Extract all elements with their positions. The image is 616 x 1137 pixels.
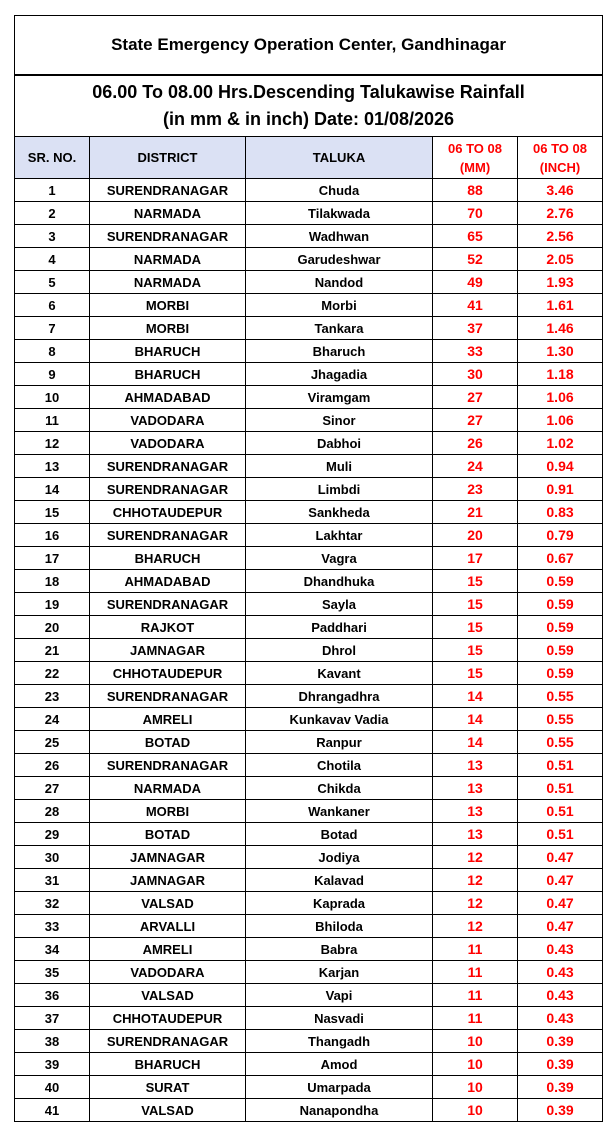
rainfall-inch-cell: 0.43 — [518, 938, 603, 961]
rainfall-mm-cell: 15 — [433, 639, 518, 662]
column-header-sr-no: SR. NO. — [15, 137, 90, 179]
table-row — [15, 915, 603, 938]
district-cell: SURENDRANAGAR — [90, 685, 246, 708]
sr-no-cell: 41 — [15, 1099, 90, 1122]
taluka-cell: Tilakwada — [246, 202, 433, 225]
rainfall-mm-cell: 13 — [433, 800, 518, 823]
sr-no-cell: 15 — [15, 501, 90, 524]
rainfall-inch-cell: 2.76 — [518, 202, 603, 225]
district-cell: VADODARA — [90, 961, 246, 984]
rainfall-inch-cell: 0.55 — [518, 685, 603, 708]
rainfall-inch-cell: 0.55 — [518, 708, 603, 731]
rainfall-mm-cell: 33 — [433, 340, 518, 363]
taluka-cell: Sayla — [246, 593, 433, 616]
rainfall-inch-cell: 0.39 — [518, 1076, 603, 1099]
rainfall-inch-cell: 0.51 — [518, 800, 603, 823]
table-row — [15, 317, 603, 340]
rainfall-inch-cell: 0.59 — [518, 570, 603, 593]
rainfall-mm-cell: 70 — [433, 202, 518, 225]
district-cell: RAJKOT — [90, 616, 246, 639]
taluka-cell: Wankaner — [246, 800, 433, 823]
sr-no-cell: 22 — [15, 662, 90, 685]
rainfall-inch-cell: 1.61 — [518, 294, 603, 317]
column-header-inch — [518, 137, 603, 179]
column-header-mm-line1: 06 TO 08 — [448, 140, 502, 156]
sr-no-cell: 12 — [15, 432, 90, 455]
rainfall-mm-cell: 27 — [433, 409, 518, 432]
table-row — [15, 386, 603, 409]
district-cell: SURENDRANAGAR — [90, 1030, 246, 1053]
sr-no-cell: 4 — [15, 248, 90, 271]
district-cell: SURENDRANAGAR — [90, 455, 246, 478]
rainfall-inch-cell: 0.47 — [518, 915, 603, 938]
rainfall-inch-cell: 0.47 — [518, 846, 603, 869]
sr-no-cell: 26 — [15, 754, 90, 777]
district-cell: AMRELI — [90, 938, 246, 961]
rainfall-inch-cell: 0.39 — [518, 1030, 603, 1053]
rainfall-inch-cell: 0.91 — [518, 478, 603, 501]
rainfall-mm-cell: 12 — [433, 892, 518, 915]
table-row — [15, 455, 603, 478]
rainfall-mm-cell: 15 — [433, 616, 518, 639]
sr-no-cell: 6 — [15, 294, 90, 317]
sr-no-cell: 17 — [15, 547, 90, 570]
rainfall-inch-cell: 0.43 — [518, 1007, 603, 1030]
rainfall-inch-cell: 0.39 — [518, 1099, 603, 1122]
table-row — [15, 248, 603, 271]
rainfall-mm-cell: 24 — [433, 455, 518, 478]
table-row — [15, 1007, 603, 1030]
sr-no-cell: 14 — [15, 478, 90, 501]
district-cell: SURENDRANAGAR — [90, 225, 246, 248]
rainfall-inch-cell: 3.46 — [518, 179, 603, 202]
table-row — [15, 823, 603, 846]
rainfall-inch-cell: 0.79 — [518, 524, 603, 547]
rainfall-inch-cell: 0.51 — [518, 777, 603, 800]
column-header-district: DISTRICT — [90, 137, 246, 179]
district-cell: BHARUCH — [90, 1053, 246, 1076]
district-cell: VADODARA — [90, 432, 246, 455]
rainfall-mm-cell: 88 — [433, 179, 518, 202]
rainfall-mm-cell: 20 — [433, 524, 518, 547]
sr-no-cell: 33 — [15, 915, 90, 938]
sr-no-cell: 32 — [15, 892, 90, 915]
rainfall-mm-cell: 30 — [433, 363, 518, 386]
rainfall-inch-cell: 1.06 — [518, 409, 603, 432]
district-cell: VALSAD — [90, 1099, 246, 1122]
sr-no-cell: 24 — [15, 708, 90, 731]
rainfall-report-table — [14, 15, 603, 1122]
rainfall-mm-cell: 13 — [433, 777, 518, 800]
report-subtitle — [15, 75, 603, 137]
sr-no-cell: 38 — [15, 1030, 90, 1053]
rainfall-mm-cell: 11 — [433, 984, 518, 1007]
sr-no-cell: 13 — [15, 455, 90, 478]
district-cell: AMRELI — [90, 708, 246, 731]
district-cell: CHHOTAUDEPUR — [90, 662, 246, 685]
district-cell: BHARUCH — [90, 363, 246, 386]
district-cell: MORBI — [90, 317, 246, 340]
table-row — [15, 708, 603, 731]
rainfall-inch-cell: 1.46 — [518, 317, 603, 340]
taluka-cell: Dabhoi — [246, 432, 433, 455]
table-row — [15, 846, 603, 869]
district-cell: NARMADA — [90, 202, 246, 225]
sr-no-cell: 21 — [15, 639, 90, 662]
sr-no-cell: 2 — [15, 202, 90, 225]
rainfall-mm-cell: 12 — [433, 915, 518, 938]
district-cell: MORBI — [90, 800, 246, 823]
rainfall-inch-cell: 1.18 — [518, 363, 603, 386]
district-cell: BHARUCH — [90, 547, 246, 570]
rainfall-inch-cell: 2.56 — [518, 225, 603, 248]
table-row — [15, 800, 603, 823]
rainfall-mm-cell: 27 — [433, 386, 518, 409]
table-row — [15, 501, 603, 524]
sr-no-cell: 20 — [15, 616, 90, 639]
sr-no-cell: 18 — [15, 570, 90, 593]
sr-no-cell: 16 — [15, 524, 90, 547]
taluka-cell: Kaprada — [246, 892, 433, 915]
table-row — [15, 432, 603, 455]
district-cell: SURENDRANAGAR — [90, 524, 246, 547]
district-cell: SURAT — [90, 1076, 246, 1099]
rainfall-inch-cell: 0.43 — [518, 984, 603, 1007]
taluka-cell: Dhrangadhra — [246, 685, 433, 708]
table-row — [15, 777, 603, 800]
table-row — [15, 271, 603, 294]
rainfall-inch-cell: 0.43 — [518, 961, 603, 984]
district-cell: VALSAD — [90, 892, 246, 915]
rainfall-mm-cell: 26 — [433, 432, 518, 455]
district-cell: BOTAD — [90, 731, 246, 754]
sr-no-cell: 31 — [15, 869, 90, 892]
rainfall-mm-cell: 10 — [433, 1076, 518, 1099]
sr-no-cell: 25 — [15, 731, 90, 754]
rainfall-inch-cell: 0.59 — [518, 639, 603, 662]
district-cell: SURENDRANAGAR — [90, 179, 246, 202]
taluka-cell: Jhagadia — [246, 363, 433, 386]
table-row — [15, 1030, 603, 1053]
taluka-cell: Ranpur — [246, 731, 433, 754]
rainfall-mm-cell: 10 — [433, 1053, 518, 1076]
column-header-inch-line2: (INCH) — [539, 159, 581, 175]
rainfall-mm-cell: 12 — [433, 869, 518, 892]
district-cell: NARMADA — [90, 248, 246, 271]
taluka-cell: Vapi — [246, 984, 433, 1007]
rainfall-mm-cell: 11 — [433, 938, 518, 961]
sr-no-cell: 40 — [15, 1076, 90, 1099]
table-row — [15, 662, 603, 685]
district-cell: SURENDRANAGAR — [90, 754, 246, 777]
rainfall-inch-cell: 0.59 — [518, 662, 603, 685]
report-title: State Emergency Operation Center, Gandhinagar — [15, 16, 603, 76]
taluka-cell: Amod — [246, 1053, 433, 1076]
table-row — [15, 294, 603, 317]
district-cell: JAMNAGAR — [90, 639, 246, 662]
table-row — [15, 869, 603, 892]
sr-no-cell: 36 — [15, 984, 90, 1007]
table-row — [15, 524, 603, 547]
rainfall-mm-cell: 21 — [433, 501, 518, 524]
rainfall-mm-cell: 12 — [433, 846, 518, 869]
taluka-cell: Chuda — [246, 179, 433, 202]
rainfall-inch-cell: 0.51 — [518, 823, 603, 846]
taluka-cell: Vagra — [246, 547, 433, 570]
sr-no-cell: 5 — [15, 271, 90, 294]
rainfall-inch-cell: 0.83 — [518, 501, 603, 524]
table-row — [15, 1099, 603, 1122]
rainfall-mm-cell: 65 — [433, 225, 518, 248]
column-header-mm — [433, 137, 518, 179]
sr-no-cell: 37 — [15, 1007, 90, 1030]
rainfall-mm-cell: 10 — [433, 1030, 518, 1053]
district-cell: BHARUCH — [90, 340, 246, 363]
rainfall-mm-cell: 15 — [433, 570, 518, 593]
taluka-cell: Kunkavav Vadia — [246, 708, 433, 731]
rainfall-mm-cell: 37 — [433, 317, 518, 340]
column-header-row — [15, 137, 603, 179]
taluka-cell: Babra — [246, 938, 433, 961]
table-row — [15, 202, 603, 225]
table-row — [15, 547, 603, 570]
sr-no-cell: 35 — [15, 961, 90, 984]
district-cell: VALSAD — [90, 984, 246, 1007]
rainfall-inch-cell: 1.02 — [518, 432, 603, 455]
taluka-cell: Chotila — [246, 754, 433, 777]
taluka-cell: Nasvadi — [246, 1007, 433, 1030]
sr-no-cell: 11 — [15, 409, 90, 432]
rainfall-inch-cell: 0.67 — [518, 547, 603, 570]
district-cell: NARMADA — [90, 271, 246, 294]
taluka-cell: Sinor — [246, 409, 433, 432]
taluka-cell: Paddhari — [246, 616, 433, 639]
table-row — [15, 363, 603, 386]
rainfall-mm-cell: 41 — [433, 294, 518, 317]
table-row — [15, 984, 603, 1007]
taluka-cell: Thangadh — [246, 1030, 433, 1053]
table-row — [15, 1053, 603, 1076]
taluka-cell: Sankheda — [246, 501, 433, 524]
rainfall-mm-cell: 11 — [433, 961, 518, 984]
sr-no-cell: 27 — [15, 777, 90, 800]
rainfall-inch-cell: 0.47 — [518, 892, 603, 915]
sr-no-cell: 9 — [15, 363, 90, 386]
rainfall-mm-cell: 52 — [433, 248, 518, 271]
taluka-cell: Wadhwan — [246, 225, 433, 248]
taluka-cell: Umarpada — [246, 1076, 433, 1099]
district-cell: CHHOTAUDEPUR — [90, 1007, 246, 1030]
taluka-cell: Chikda — [246, 777, 433, 800]
sr-no-cell: 28 — [15, 800, 90, 823]
district-cell: NARMADA — [90, 777, 246, 800]
rainfall-inch-cell: 0.55 — [518, 731, 603, 754]
district-cell: JAMNAGAR — [90, 846, 246, 869]
taluka-cell: Kavant — [246, 662, 433, 685]
table-row — [15, 639, 603, 662]
table-row — [15, 892, 603, 915]
district-cell: MORBI — [90, 294, 246, 317]
rainfall-inch-cell: 0.59 — [518, 616, 603, 639]
taluka-cell: Nanapondha — [246, 1099, 433, 1122]
table-row — [15, 685, 603, 708]
taluka-cell: Morbi — [246, 294, 433, 317]
rainfall-mm-cell: 14 — [433, 731, 518, 754]
district-cell: VADODARA — [90, 409, 246, 432]
table-row — [15, 478, 603, 501]
taluka-cell: Dhrol — [246, 639, 433, 662]
rainfall-inch-cell: 0.47 — [518, 869, 603, 892]
table-row — [15, 938, 603, 961]
taluka-cell: Bharuch — [246, 340, 433, 363]
sr-no-cell: 3 — [15, 225, 90, 248]
rainfall-mm-cell: 23 — [433, 478, 518, 501]
taluka-cell: Garudeshwar — [246, 248, 433, 271]
taluka-cell: Karjan — [246, 961, 433, 984]
report-subtitle-line2: (in mm & in inch) Date: 01/08/2026 — [162, 109, 455, 129]
sr-no-cell: 39 — [15, 1053, 90, 1076]
rainfall-mm-cell: 13 — [433, 754, 518, 777]
rainfall-mm-cell: 14 — [433, 685, 518, 708]
taluka-cell: Viramgam — [246, 386, 433, 409]
taluka-cell: Bhiloda — [246, 915, 433, 938]
sr-no-cell: 10 — [15, 386, 90, 409]
sr-no-cell: 34 — [15, 938, 90, 961]
rainfall-mm-cell: 11 — [433, 1007, 518, 1030]
rainfall-inch-cell: 1.30 — [518, 340, 603, 363]
table-row — [15, 340, 603, 363]
table-row — [15, 225, 603, 248]
taluka-cell: Limbdi — [246, 478, 433, 501]
column-header-inch-line1: 06 TO 08 — [533, 140, 587, 156]
table-row — [15, 593, 603, 616]
district-cell: ARVALLI — [90, 915, 246, 938]
sr-no-cell: 29 — [15, 823, 90, 846]
district-cell: AHMADABAD — [90, 386, 246, 409]
district-cell: BOTAD — [90, 823, 246, 846]
sr-no-cell: 7 — [15, 317, 90, 340]
taluka-cell: Tankara — [246, 317, 433, 340]
rainfall-mm-cell: 15 — [433, 593, 518, 616]
rainfall-mm-cell: 17 — [433, 547, 518, 570]
rainfall-inch-cell: 0.39 — [518, 1053, 603, 1076]
rainfall-inch-cell: 0.59 — [518, 593, 603, 616]
rainfall-inch-cell: 1.06 — [518, 386, 603, 409]
district-cell: SURENDRANAGAR — [90, 478, 246, 501]
taluka-cell: Jodiya — [246, 846, 433, 869]
district-cell: AHMADABAD — [90, 570, 246, 593]
rainfall-inch-cell: 0.51 — [518, 754, 603, 777]
rainfall-mm-cell: 14 — [433, 708, 518, 731]
sr-no-cell: 8 — [15, 340, 90, 363]
rainfall-inch-cell: 2.05 — [518, 248, 603, 271]
taluka-cell: Botad — [246, 823, 433, 846]
table-row — [15, 570, 603, 593]
taluka-cell: Kalavad — [246, 869, 433, 892]
rainfall-inch-cell: 0.94 — [518, 455, 603, 478]
column-header-mm-line2: (MM) — [459, 159, 491, 175]
district-cell: SURENDRANAGAR — [90, 593, 246, 616]
sr-no-cell: 30 — [15, 846, 90, 869]
rainfall-mm-cell: 10 — [433, 1099, 518, 1122]
table-row — [15, 179, 603, 202]
column-header-taluka: TALUKA — [246, 137, 433, 179]
sr-no-cell: 23 — [15, 685, 90, 708]
district-cell: JAMNAGAR — [90, 869, 246, 892]
report-subtitle-line1: 06.00 To 08.00 Hrs.Descending Talukawise Rainfall — [92, 82, 525, 102]
rainfall-inch-cell: 1.93 — [518, 271, 603, 294]
table-row — [15, 409, 603, 432]
table-row — [15, 754, 603, 777]
rainfall-mm-cell: 49 — [433, 271, 518, 294]
taluka-cell: Lakhtar — [246, 524, 433, 547]
taluka-cell: Dhandhuka — [246, 570, 433, 593]
rainfall-mm-cell: 15 — [433, 662, 518, 685]
table-row — [15, 961, 603, 984]
table-row — [15, 731, 603, 754]
sr-no-cell: 1 — [15, 179, 90, 202]
taluka-cell: Nandod — [246, 271, 433, 294]
table-row — [15, 616, 603, 639]
sr-no-cell: 19 — [15, 593, 90, 616]
district-cell: CHHOTAUDEPUR — [90, 501, 246, 524]
table-row — [15, 1076, 603, 1099]
taluka-cell: Muli — [246, 455, 433, 478]
rainfall-mm-cell: 13 — [433, 823, 518, 846]
